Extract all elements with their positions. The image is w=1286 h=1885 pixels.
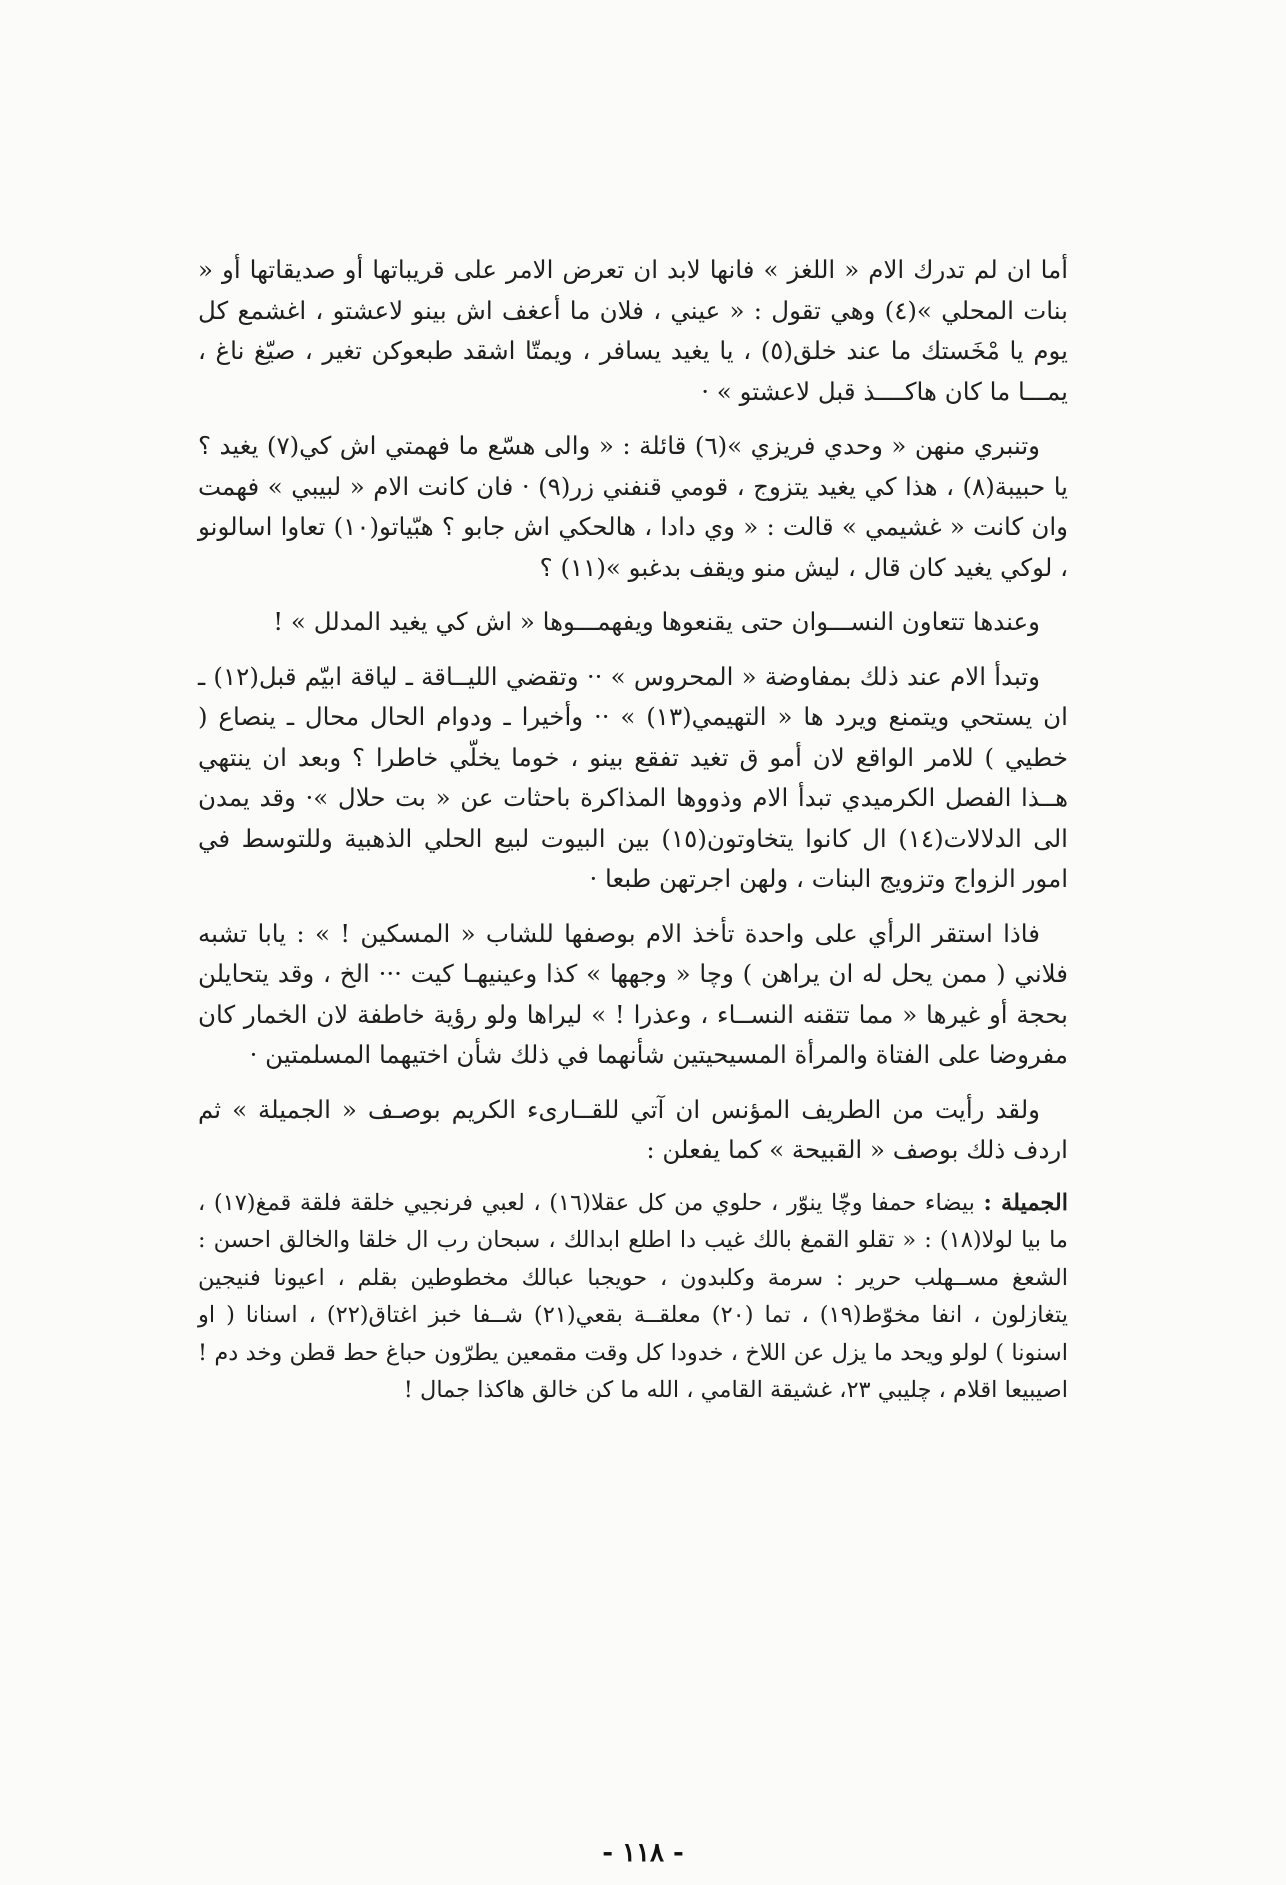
description-paragraph <box>198 1185 1068 1410</box>
body-text <box>198 250 1068 1424</box>
description-label: الجميلة : <box>983 1189 1068 1216</box>
paragraph-5: فاذا استقر الرأي على واحدة تأخذ الام بوصفها للشاب « المسكين ! » : يابا تشبه فلاني ( ممن يحل له ان يراهن ) وچا « وجهها » كذا وعينيهـا كيت ··· الخ ، وقد يتحايلن بحجة أو غيرها « مما تتقنه النســاء ، وعذرا ! » ليراها ولو رؤية خاطفة لان الخمار كان مفروضا على الفتاة والمرأة المسيحيتين شأنهما في ذلك شأن اختيهما المسلمتين · <box>198 918 1068 1069</box>
paragraph-6: ولقد رأيت من الطريف المؤنس ان آتي للقــارىء الكريم بوصـف « الجميلة » ثم اردف ذلك بوصف « القبيحة » كما يفعلن : <box>198 1094 1068 1164</box>
paragraph-4: وتبدأ الام عند ذلك بمفاوضة « المحروس » ·· وتقضي الليــاقة ـ لياقة ابيّم قبل(١٢) ـ ان يستحي ويتمنع ويرد ها « التهيمي(١٣) » ·· وأخيرا ـ ودوام الحال محال ـ ينصاع ( خطيي ) للامر الواقع لان أمو ق تغيد تفقع بينو ، خوما يخلّي خاطرا ؟ وبعد ان ينتهي هــذا الفصل الكرميدي تبدأ الام وذووها المذاكرة باحثات عن « بت حلال »· وقد يمدن الى الدلالات(١٤) ال كانوا يتخاوتون(١٥) بين البيوت لبيع الحلي الذهبية وللتوسط في امور الزواج وتزويج البنات ، ولهن اجرتهن طبعا · <box>198 661 1068 893</box>
paragraph-1: أما ان لم تدرك الام « اللغز » فانها لابد ان تعرض الامر على قريباتها أو صديقاتها أو « بنات المحلي »(٤) وهي تقول : « عيني ، فلان ما أعغف اش بينو لاعشتو ، اغشمع كل يوم يا مْخَستك ما عند خلق(٥) ، يا يغيد يسافر ، ويمتّا اشقد طبعوكن تغير ، صيّغ ناغ ، يمـــا ما كان هاكــــذ قبل لاعشتو » · <box>198 255 1068 406</box>
paragraph-2: وتنبري منهن « وحدي فريزي »(٦) قائلة : « والى هسّع ما فهمتي اش كي(٧) يغيد ؟ يا حبيبة(٨) ، هذا كي يغيد يتزوج ، قومي قنفني زر(٩) · فان كانت الام « لبيبي » فهمت وان كانت « غشيمي » قالت : « وي دادا ، هالحكي اش جابو ؟ هبّياتو(١٠) تعاوا اسالونو ، لوكي يغيد كان قال ، ليش منو ويقف بدغبو »(١١) ؟ <box>198 431 1068 582</box>
paragraph-3: وعندها تتعاون النســـوان حتى يقنعوها ويفهمـــوها « اش كي يغيد المدلل » ! <box>273 607 1040 636</box>
page-number: - ١١٨ - <box>602 1838 684 1868</box>
description-first-line: بيضاء حمفا وچّا ينوّر ، حلوي من كل عقلا(١٦) ، لعبي فرنجيي <box>403 1189 975 1216</box>
description-text: خلقة فلقة قمغ(١٧) ، ما بيا لولا(١٨) : « تقلو القمغ بالك غيب دا اطلع ابدالك ، سبحان رب ال خلقا والخالق احسن : الشعغ مســهلب حرير : سرمة وكلبدون ، حويجبا عبالك مخطوطين بقلم ، اعيونا فنيجين يتغازلون ، انفا مخوّط(١٩) ، تما (٢٠) معلقــة بقعي(٢١) شــفا خبز اغتاق(٢٢) ، اسنانا ( او اسنونا ) لولو ويحد ما يزل عن اللاخ ، خدودا كل وقت مقمعين يطرّون حباغ حط قطن وخد دم ! اصيبيعا اقلام ، چليبي ٢٣، غشيقة القامي ، الله ما كن خالق هاكذا جمال ! <box>198 1189 1068 1403</box>
